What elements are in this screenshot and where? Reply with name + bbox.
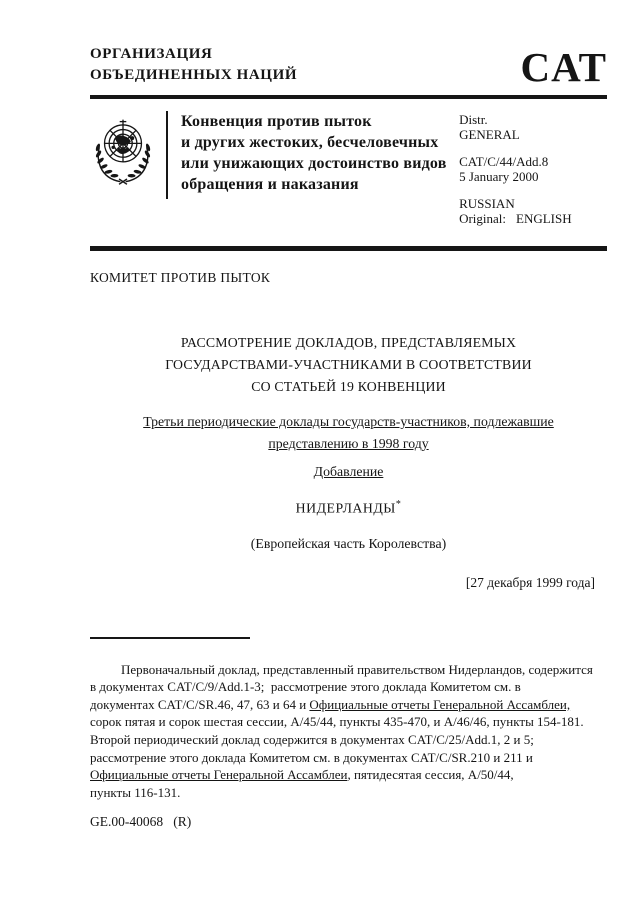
footnote-marker: *: [395, 499, 402, 510]
language-group: [459, 197, 607, 226]
doc-number-group: [459, 155, 607, 184]
footnote-line: сорок пятая и сорок шестая сессии, A/45/44, пункты 435-470, и A/46/46, пункты 154-181.: [90, 714, 584, 730]
distribution-info: [459, 111, 607, 239]
org-name-line1: ОРГАНИЗАЦИЯ: [90, 46, 213, 62]
country-subtitle: (Европейская часть Королевства): [250, 535, 447, 551]
document-title: [90, 332, 607, 398]
masthead-mid: [90, 111, 607, 239]
footnote-line: рассмотрение этого доклада Комитетом см. в документах CAT/C/SR.210 и 211 и: [90, 749, 533, 765]
original-label: Original:: [459, 210, 507, 226]
convention-title-line: Конвенция против пыток: [181, 113, 372, 130]
footnote-separator: [90, 637, 250, 639]
footnote-line: пункты 116-131.: [90, 784, 181, 800]
footnote-line: в документах CAT/C/9/Add.1-3; рассмотрение этого доклада Комитетом см. в: [90, 679, 521, 695]
convention-title: [181, 111, 459, 239]
doc-number: CAT/C/44/Add.8: [459, 154, 549, 169]
document-subtitle-line: Третьи периодические доклады государств-участников, подлежавшие: [143, 414, 554, 429]
org-name: [90, 44, 297, 86]
document-title-line: РАССМОТРЕНИЕ ДОКЛАДОВ, ПРЕДСТАВЛЯЕМЫХ: [180, 335, 517, 350]
original-value: ENGLISH: [516, 210, 572, 226]
footnote-line: Официальные отчеты Генеральной Ассамблеи, пятидесятая сессия, A/50/44,: [90, 767, 514, 783]
convention-title-line: или унижающих достоинство видов: [181, 155, 447, 172]
document-subtitle-line: представлению в 1998 году: [268, 436, 429, 451]
footnote-line: документах CAT/C/SR.46, 47, 63 и 64 и Официальные отчеты Генеральной Ассамблеи,: [90, 696, 571, 712]
footnote-text: [90, 661, 607, 802]
original-language: [459, 212, 607, 227]
convention-title-line: обращения и наказания: [181, 176, 359, 193]
doc-symbol: CAT: [520, 44, 607, 90]
vertical-divider: [166, 111, 168, 199]
footnote-line: Второй периодический доклад содержится в документах CAT/C/25/Add.1, 2 и 5;: [90, 731, 534, 747]
document-title-line: СО СТАТЬЕЙ 19 КОНВЕНЦИИ: [251, 379, 446, 394]
horizontal-rule-top: [90, 95, 607, 99]
doc-date: 5 January 2000: [459, 168, 539, 184]
country-name: НИДЕРЛАНДЫ: [295, 500, 396, 516]
footnote-line: Первоначальный доклад, представленный правительством Нидерландов, содержится: [121, 661, 593, 677]
country-heading: [90, 496, 607, 518]
committee-name: КОМИТЕТ ПРОТИВ ПЫТОК: [90, 270, 271, 285]
masthead-top: [90, 44, 607, 88]
document-subtitle: [90, 411, 607, 455]
un-emblem-icon: [90, 113, 156, 187]
distr-label: Distr.: [459, 112, 488, 127]
document-reference: GE.00-40068 (R): [90, 814, 192, 829]
language: RUSSIAN: [459, 196, 515, 211]
org-name-line2: ОБЪЕДИНЕННЫХ НАЦИЙ: [90, 67, 298, 83]
distr-value: GENERAL: [459, 126, 520, 142]
document-title-line: ГОСУДАРСТВАМИ-УЧАСТНИКАМИ В СООТВЕТСТВИИ: [165, 357, 532, 372]
addendum-heading: Добавление: [313, 464, 384, 479]
submission-date: [27 декабря 1999 года]: [465, 574, 595, 590]
distr-group: [459, 113, 607, 142]
convention-title-line: и других жестоких, бесчеловечных: [181, 134, 439, 151]
horizontal-rule-bottom: [90, 246, 607, 251]
